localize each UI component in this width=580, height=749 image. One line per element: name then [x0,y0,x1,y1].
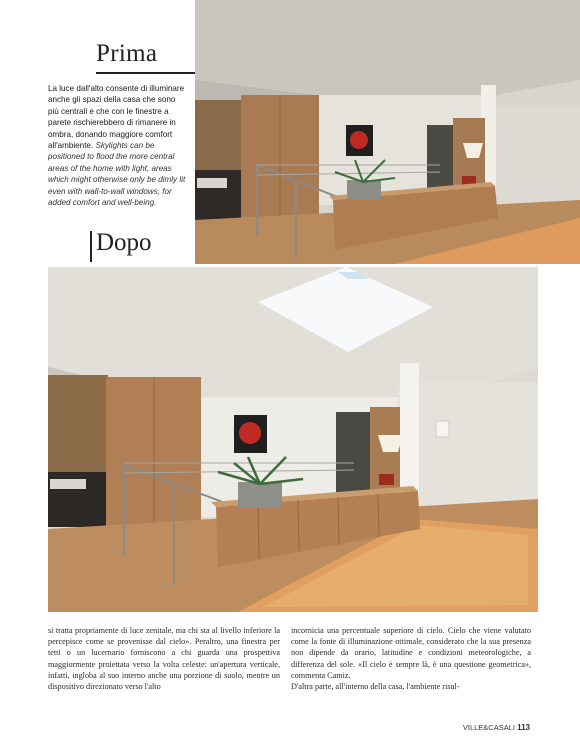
page-folio [463,723,530,732]
heading-before: Prima [96,40,158,67]
page-number: 113 [517,723,530,732]
caption-italian: La luce dall'alto consente di illuminare anche gli spazi della casa che sono più centrali e che con le finestre a parete rischierebbero di rimanere in ombra, donando maggiore comfort all'ambiente. [48,84,185,151]
heading-after: Dopo [96,229,152,256]
heading-after-rule [90,231,92,262]
photo-caption [48,83,188,208]
body-column-1 [48,625,280,692]
magazine-name: VILLE&CASALI [462,723,515,732]
body-column-2-continuation: D'altra parte, all'interno della casa, l'ambiente risul- [291,682,460,692]
body-column-2-text: incornicia una percentuale superiore di cielo. Cielo che viene valutato come la fonte di illuminazione ottimale, considerato che la sua presenza non dipende da orario, latitudine e condizioni meteorologiche, a differenza del sole. «Il cielo è sempre là, è una questione geometrica», commenta Camiz. [291,626,531,680]
body-column-2 [291,625,531,692]
photo-after [48,267,538,612]
body-column-1-text: si tratta propriamente di luce zenitale, ma chi sta al livello inferiore la percepisce come se provenisse dal cielo». Peraltro, una finestra per tetti o un lucernario forniscono a chi guarda una prospettiva maggiormente proiettata verso la volta celeste: un'apertura verticale, infatti, ingloba al suo interno anche una porzione di suolo, mentre un dispositivo direzionato verso l'alto [48,626,280,692]
photo-before [195,0,580,264]
caption-english: Skylights can be positioned to flood the more central areas of the home with light, areas which might otherwise only be dimly lit even with wall-to-wall windows, for added comfort and well-being. [48,141,186,208]
